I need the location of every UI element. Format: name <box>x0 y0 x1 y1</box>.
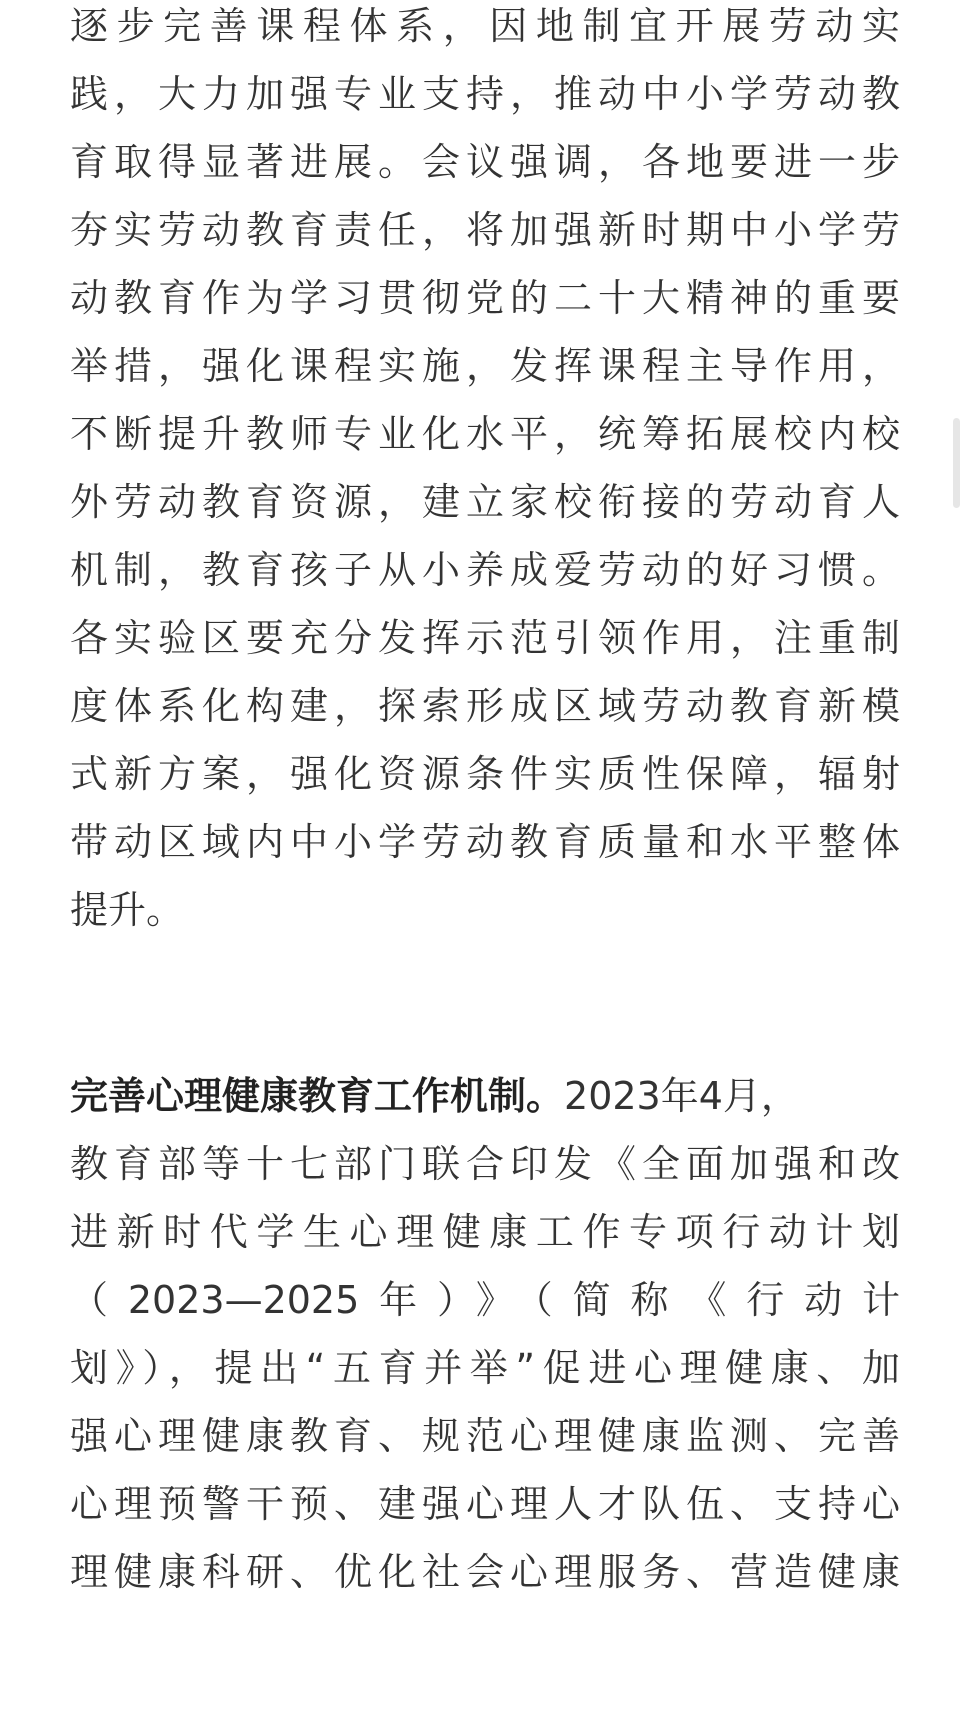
text-line: 践，大力加强专业支持，推动中小学劳动教 <box>70 72 900 116</box>
text-line: 带动区域内中小学劳动教育质量和水平整体 <box>70 820 900 864</box>
text-line: 逐步完善课程体系，因地制宜开展劳动实 <box>70 4 900 48</box>
text-line-lead <box>70 1058 900 1134</box>
scrollbar-thumb[interactable] <box>953 418 960 508</box>
text-line: 教育部等十七部门联合印发《全面加强和改 <box>70 1142 900 1186</box>
text-line: 强心理健康教育、规范心理健康监测、完善 <box>70 1414 900 1458</box>
text-line: 进新时代学生心理健康工作专项行动计划 <box>70 1210 900 1254</box>
text-line: 式新方案，强化资源条件实质性保障，辐射 <box>70 752 900 796</box>
text-line: 提升。 <box>70 888 185 932</box>
text-line: 举措，强化课程实施，发挥课程主导作用， <box>70 344 900 388</box>
text-line: 育取得显著进展。会议强调，各地要进一步 <box>70 140 900 184</box>
text-line: 各实验区要充分发挥示范引领作用，注重制 <box>70 616 900 660</box>
text-line: 动教育作为学习贯彻党的二十大精神的重要 <box>70 276 900 320</box>
text-line: 心理预警干预、建强心理人才队伍、支持心 <box>70 1482 900 1526</box>
text-line: 度体系化构建，探索形成区域劳动教育新模 <box>70 684 900 728</box>
text-line: 理健康科研、优化社会心理服务、营造健康 <box>70 1550 900 1594</box>
text-line: 划》），提出“五育并举”促进心理健康、加 <box>70 1346 900 1390</box>
text-line: 夯实劳动教育责任，将加强新时期中小学劳 <box>70 208 900 252</box>
text-date: 2023年4月， <box>564 1074 799 1118</box>
text-line: 不断提升教师专业化水平，统筹拓展校内校 <box>70 412 900 456</box>
text-line: （2023—2025年）》（简称《行动计 <box>70 1278 900 1322</box>
text-line: 外劳动教育资源，建立家校衔接的劳动育人 <box>70 480 900 524</box>
paragraph-lead-bold: 完善心理健康教育工作机制。 <box>70 1074 565 1118</box>
text-line: 机制，教育孩子从小养成爱劳动的好习惯。 <box>70 548 900 592</box>
